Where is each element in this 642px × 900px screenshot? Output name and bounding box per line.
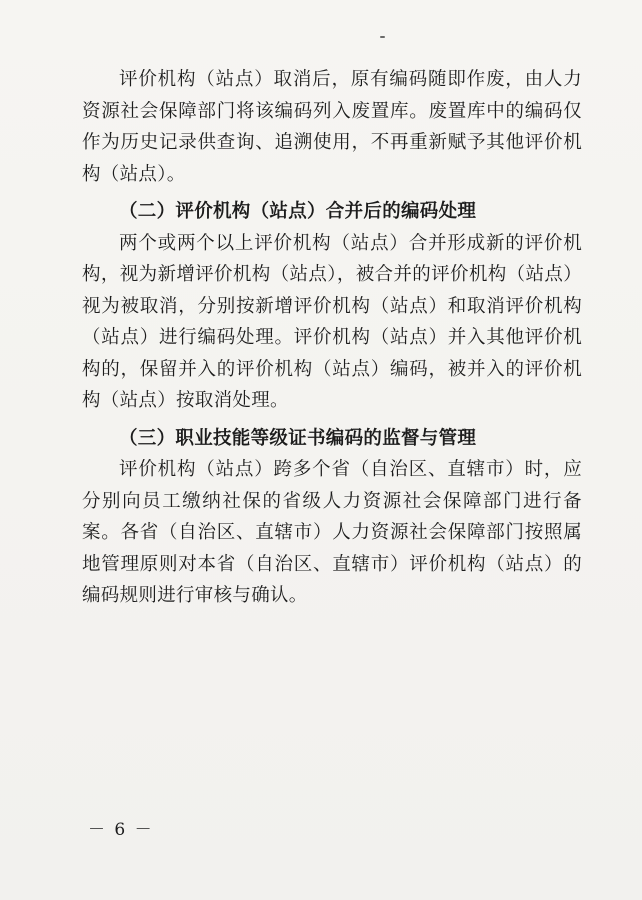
paragraph-2: 两个或两个以上评价机构（站点）合并形成新的评价机构，视为新增评价机构（站点），被合并的评价机构（站点）视为被取消，分别按新增评价机构（站点）和取消评价机构（站点）进行编码处理。评价机构（站点）并入其他评价机构的，保留并入的评价机构（站点）编码，被并入的评价机构（站点）按取消处理。 [82,232,582,411]
paragraph-1: 评价机构（站点）取消后，原有编码随即作废，由人力资源社会保障部门将该编码列入废置库。废置库中的编码仅作为历史记录供查询、追溯使用，不再重新赋予其他评价机构（站点）。 [82,69,582,185]
document-body [82,64,582,612]
section-heading-3: （三）职业技能等级证书编码的监督与管理 [119,427,477,449]
page-number: － 6 － [88,820,154,840]
paper-speck [380,36,385,38]
paragraph-3: 评价机构（站点）跨多个省（自治区、直辖市）时，应分别向员工缴纳社保的省级人力资源社会保障部门进行备案。各省（自治区、直辖市）人力资源社会保障部门按照属地管理原则对本省（自治区、直辖市）评价机构（站点）的编码规则进行审核与确认。 [82,459,582,606]
section-heading-2: （二）评价机构（站点）合并后的编码处理 [119,201,477,222]
